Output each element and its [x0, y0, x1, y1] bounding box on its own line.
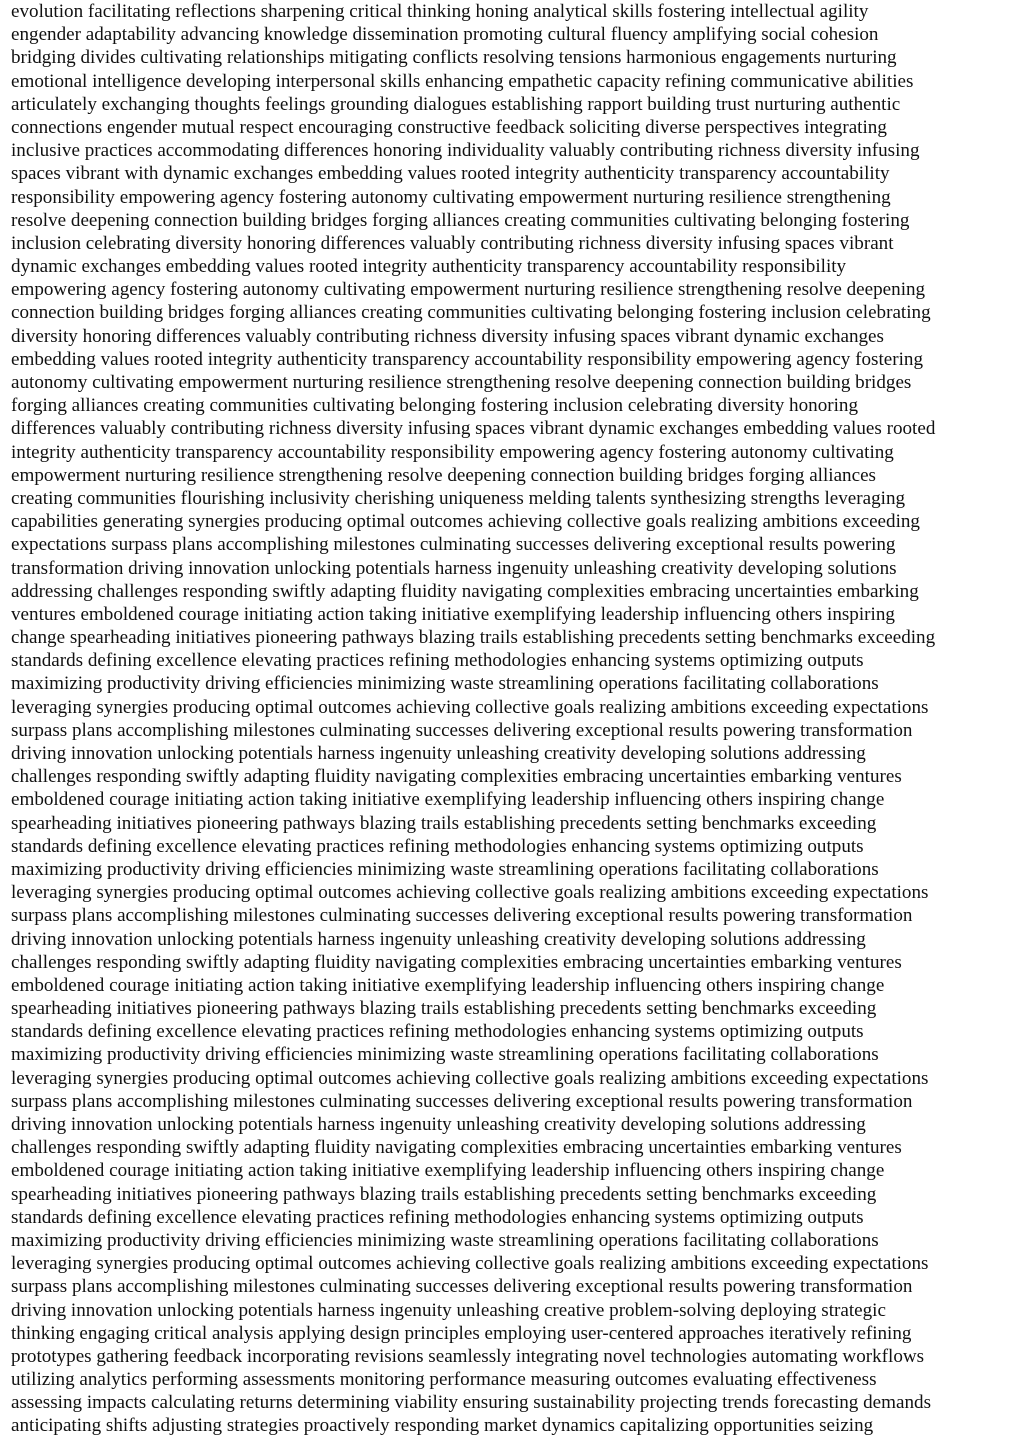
text-line: utilizing analytics performing assessments monitoring performance measuring outcomes evaluating effectiveness — [11, 1369, 877, 1391]
text-line: challenges responding swiftly adapting fluidity navigating complexities embracing uncertainties embarking ventures — [11, 1137, 902, 1159]
text-line: bridging divides cultivating relationships mitigating conflicts resolving tensions harmonious engagements nurturing — [11, 47, 897, 69]
text-line: leveraging synergies producing optimal outcomes achieving collective goals realizing ambitions exceeding expectations — [11, 696, 929, 718]
text-line: challenges responding swiftly adapting fluidity navigating complexities embracing uncertainties embarking ventures — [11, 766, 902, 788]
text-line: inclusive practices accommodating differences honoring individuality valuably contributing richness diversity infusing — [11, 140, 920, 162]
text-line: change spearheading initiatives pioneering pathways blazing trails establishing precedents setting benchmarks exceeding — [11, 627, 936, 649]
text-line: connection building bridges forging alliances creating communities cultivating belonging fostering inclusion celebrating — [11, 302, 931, 324]
text-line: surpass plans accomplishing milestones culminating successes delivering exceptional results powering transformation — [11, 719, 913, 741]
text-line — [11, 1438, 1019, 1446]
text-line: standards defining excellence elevating practices refining methodologies enhancing systems optimizing outputs — [11, 650, 864, 672]
text-line: challenges responding swiftly adapting fluidity navigating complexities embracing uncertainties embarking ventures — [11, 951, 902, 973]
text-line: standards defining excellence elevating practices refining methodologies enhancing systems optimizing outputs — [11, 1021, 864, 1043]
text-line: addressing challenges responding swiftly adapting fluidity navigating complexities embracing uncertainties embarking — [11, 580, 919, 602]
text-line: surpass plans accomplishing milestones culminating successes delivering exceptional results powering transformation — [11, 1090, 913, 1112]
text-line: maximizing productivity driving efficiencies minimizing waste streamlining operations facilitating collaborations — [11, 858, 879, 880]
text-line: expectations surpass plans accomplishing milestones culminating successes delivering exceptional results powering — [11, 534, 896, 556]
text-line: maximizing productivity driving efficiencies minimizing waste streamlining operations facilitating collaborations — [11, 1044, 879, 1066]
text-line: driving innovation unlocking potentials harness ingenuity unleashing creativity developing solutions addressing — [11, 1114, 866, 1135]
text-line: empowerment nurturing resilience strengthening resolve deepening connection building bridges forging alliances — [11, 464, 876, 486]
text-line: diversity honoring differences valuably contributing richness diversity infusing spaces vibrant dynamic exchanges — [11, 325, 884, 347]
text-line: articulately exchanging thoughts feelings grounding dialogues establishing rapport building trust nurturing authentic — [11, 93, 901, 115]
text-line: maximizing productivity driving efficiencies minimizing waste streamlining operations facilitating collaborations — [11, 673, 879, 695]
text-line: autonomy cultivating empowerment nurturing resilience strengthening resolve deepening connection building bridges — [11, 372, 912, 393]
text-line: emotional intelligence developing interpersonal skills enhancing empathetic capacity refining communicative abilities — [11, 70, 914, 92]
text-line: inclusion celebrating diversity honoring differences valuably contributing richness diversity infusing spaces vibrant — [11, 232, 894, 254]
text-line: dynamic exchanges embedding values rooted integrity authenticity transparency accountability responsibility — [11, 256, 847, 278]
text-line: leveraging synergies producing optimal outcomes achieving collective goals realizing ambitions exceeding expectations — [11, 1253, 929, 1275]
text-line: driving innovation unlocking potentials harness ingenuity unleashing creativity developing solutions addressing — [11, 743, 866, 764]
text-line: integrity authenticity transparency accountability responsibility empowering agency fostering autonomy cultivating — [11, 441, 894, 463]
text-line: spearheading initiatives pioneering pathways blazing trails establishing precedents setting benchmarks exceeding — [11, 1183, 877, 1205]
text-line: transformation driving innovation unlocking potentials harness ingenuity unleashing creativity developing solutions — [11, 557, 897, 579]
text-line: emboldened courage initiating action taking initiative exemplifying leadership influencing others inspiring change — [11, 974, 885, 996]
text-line: emboldened courage initiating action taking initiative exemplifying leadership influencing others inspiring change — [11, 1160, 885, 1182]
text-line: spearheading initiatives pioneering pathways blazing trails establishing precedents setting benchmarks exceeding — [11, 812, 877, 834]
text-line: surpass plans accomplishing milestones culminating successes delivering exceptional results powering transformation — [11, 1276, 913, 1298]
text-line: forging alliances creating communities cultivating belonging fostering inclusion celebrating diversity honoring — [11, 395, 858, 417]
text-line: anticipating shifts adjusting strategies proactively responding market dynamics capitalizing opportunities seizing — [11, 1415, 874, 1437]
text-line: driving innovation unlocking potentials harness ingenuity unleashing creativity developing solutions addressing — [11, 928, 866, 950]
text-line: resolve deepening connection building bridges forging alliances creating communities cultivating belonging fostering — [11, 209, 910, 231]
text-line: connections engender mutual respect encouraging constructive feedback soliciting diverse perspectives integrating — [11, 116, 887, 138]
text-line: empowering agency fostering autonomy cultivating empowerment nurturing resilience strengthening resolve deepening — [11, 279, 926, 301]
text-line: spaces vibrant with dynamic exchanges embedding values rooted integrity authenticity transparency accountability — [11, 163, 890, 185]
text-line: standards defining excellence elevating practices refining methodologies enhancing systems optimizing outputs — [11, 835, 864, 857]
text-line: leveraging synergies producing optimal outcomes achieving collective goals realizing ambitions exceeding expectations — [11, 1067, 929, 1089]
text-line: maximizing productivity driving efficiencies minimizing waste streamlining operations facilitating collaborations — [11, 1229, 879, 1251]
text-line: differences valuably contributing richness diversity infusing spaces vibrant dynamic exchanges embedding values rooted — [11, 418, 936, 440]
text-line: thinking engaging critical analysis applying design principles employing user-centered approaches iteratively refining — [11, 1322, 912, 1344]
text-line: responsibility empowering agency fostering autonomy cultivating empowerment nurturing resilience strengthening — [11, 186, 891, 208]
text-line: spearheading initiatives pioneering pathways blazing trails establishing precedents setting benchmarks exceeding — [11, 998, 877, 1020]
text-line: standards defining excellence elevating practices refining methodologies enhancing systems optimizing outputs — [11, 1206, 864, 1228]
text-line: assessing impacts calculating returns determining viability ensuring sustainability projecting trends forecasting demands — [11, 1392, 931, 1414]
text-line: engender adaptability advancing knowledge dissemination promoting cultural fluency amplifying social cohesion — [11, 24, 879, 46]
text-line: capabilities generating synergies producing optimal outcomes achieving collective goals realizing ambitions exceeding — [11, 511, 920, 533]
text-line: emboldened courage initiating action taking initiative exemplifying leadership influencing others inspiring change — [11, 789, 885, 811]
text-line: evolution facilitating reflections sharpening critical thinking honing analytical skills fostering intellectual agility — [11, 1, 869, 22]
text-line: ventures emboldened courage initiating action taking initiative exemplifying leadership influencing others inspiring — [11, 603, 895, 625]
text-line: prototypes gathering feedback incorporating revisions seamlessly integrating novel technologies automating workflows — [11, 1345, 925, 1367]
text-line: driving innovation unlocking potentials harness ingenuity unleashing creative problem-solving deploying strategic — [11, 1299, 886, 1321]
text-line: creating communities flourishing inclusivity cherishing uniqueness melding talents synthesizing strengths leveraging — [11, 487, 906, 509]
text-line: surpass plans accomplishing milestones culminating successes delivering exceptional results powering transformation — [11, 905, 913, 927]
text-line: leveraging synergies producing optimal outcomes achieving collective goals realizing ambitions exceeding expectations — [11, 882, 929, 904]
text-line: embedding values rooted integrity authenticity transparency accountability responsibility empowering agency fostering — [11, 348, 923, 370]
document-body — [11, 0, 1019, 1446]
